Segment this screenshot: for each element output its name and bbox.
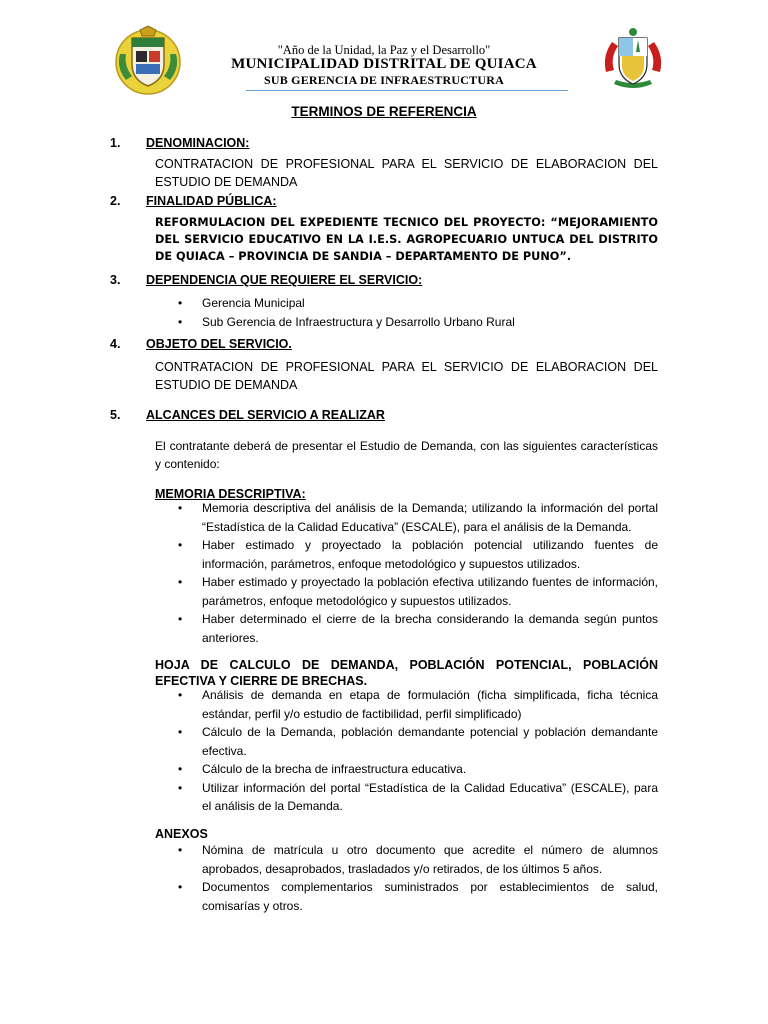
section-5-number: 5. (110, 408, 121, 422)
section-1-text: CONTRATACION DE PROFESIONAL PARA EL SERVICIO DE ELABORACION DEL ESTUDIO DE DEMANDA (155, 157, 658, 189)
list-item: • Memoria descriptiva del análisis de la Demanda; utilizando la información del portal “Estadística de la Calidad Educativa” (ESCALE), para el análisis de la Demanda. (178, 499, 658, 536)
list-item: • Haber estimado y proyectado la población potencial utilizando fuentes de información, parámetros, enfoque metodológico y supuestos utilizados. (178, 536, 658, 573)
section-4-text: CONTRATACION DE PROFESIONAL PARA EL SERVICIO DE ELABORACION DEL ESTUDIO DE DEMANDA (155, 360, 658, 392)
municipal-coat-of-arms-logo (112, 24, 184, 96)
section-2-text: REFORMULACION DEL EXPEDIENTE TECNICO DEL PROYECTO: “MEJORAMIENTO DEL SERVICIO EDUCATIVO EN LA I.E.S. AGROPECUARIO UNTUCA DEL DISTRITO DE QUIACA – PROVINCIA DE SANDIA – DEPARTAMENTO DE PUNO”. (155, 216, 658, 263)
hoja-calculo-heading: HOJA DE CALCULO DE DEMANDA, POBLACIÓN POTENCIAL, POBLACIÓN EFECTIVA Y CIERRE DE BRECHAS. (155, 658, 658, 688)
memoria-list (178, 499, 658, 647)
header-municipality: MUNICIPALIDAD DISTRITAL DE QUIACA (231, 56, 537, 72)
section-3-list (178, 294, 658, 331)
list-item: • Nómina de matrícula u otro documento que acredite el número de alumnos aprobados, desaprobados, trasladados y/o retirados, de los últimos 5 años. (178, 841, 658, 878)
section-5-heading: ALCANCES DEL SERVICIO A REALIZAR (146, 408, 385, 422)
section-2-number: 2. (110, 194, 121, 208)
section-1-number: 1. (110, 136, 121, 150)
header-motto: "Año de la Unidad, la Paz y el Desarrollo" (277, 43, 491, 57)
section-5-intro: El contratante deberá de presentar el Estudio de Demanda, con las siguientes características y contenido: (155, 439, 658, 471)
document-title: TERMINOS DE REFERENCIA (291, 104, 477, 119)
hoja-calculo-list (178, 686, 658, 816)
section-1-heading: DENOMINACION: (146, 136, 250, 150)
peru-coat-of-arms-logo (600, 26, 666, 92)
section-2-heading: FINALIDAD PÚBLICA: (146, 194, 277, 208)
list-item: • Haber determinado el cierre de la brecha considerando la demanda según puntos anteriores. (178, 610, 658, 647)
section-4-number: 4. (110, 337, 121, 351)
list-item: • Haber estimado y proyectado la población efectiva utilizando fuentes de información, parámetros, enfoque metodológico y supuestos utilizados. (178, 573, 658, 610)
list-item: • Sub Gerencia de Infraestructura y Desarrollo Urbano Rural (178, 313, 658, 332)
section-4-heading: OBJETO DEL SERVICIO. (146, 337, 292, 351)
section-3-heading: DEPENDENCIA QUE REQUIERE EL SERVICIO: (146, 273, 423, 287)
section-3-number: 3. (110, 273, 121, 287)
list-item: • Documentos complementarios suministrados por establecimientos de salud, comisarías y otros. (178, 878, 658, 915)
list-item: • Utilizar información del portal “Estadística de la Calidad Educativa” (ESCALE), para el análisis de la Demanda. (178, 779, 658, 816)
list-item: • Cálculo de la Demanda, población demandante potencial y población demandante efectiva. (178, 723, 658, 760)
header-subgerencia: SUB GERENCIA DE INFRAESTRUCTURA (264, 73, 504, 87)
list-item: • Cálculo de la brecha de infraestructura educativa. (178, 760, 658, 779)
memoria-heading: MEMORIA DESCRIPTIVA: (155, 487, 306, 501)
list-item: • Gerencia Municipal (178, 294, 658, 313)
header-divider (246, 90, 568, 91)
list-item: • Análisis de demanda en etapa de formulación (ficha simplificada, ficha técnica estándar, perfil y/o estudio de factibilidad, perfil simplificado) (178, 686, 658, 723)
anexos-heading: ANEXOS (155, 827, 208, 841)
anexos-list (178, 841, 658, 915)
